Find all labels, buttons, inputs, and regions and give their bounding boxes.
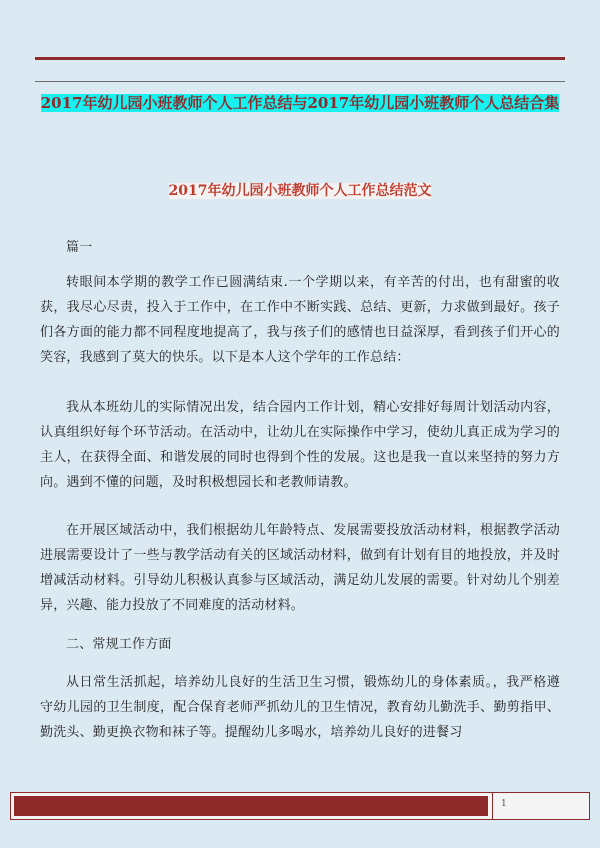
paragraph-area-activities: 在开展区域活动中，我们根据幼儿年龄特点、发展需要投放活动材料，根据教学活动进展需要设计了一些与教学活动有关的区域活动材料，做到有计划有目的地投放，并及时增减活动材料。引导幼儿积极认真参与区域活动，满足幼儿发展的需要。针对幼儿个别差异，兴趣、能力投放了不同难度的活动材料。 [40,523,560,613]
page-number: 1 [501,799,507,809]
page-footer [10,792,590,820]
paragraph-routine-work: 从日常生活抓起，培养幼儿良好的生活卫生习惯，锻炼幼儿的身体素质。，我严格遵守幼儿园的卫生制度，配合保育老师严抓幼儿的卫生情况，教育幼儿勤洗手、勤剪指甲、勤洗头、勤更换衣物和袜子等。提醒幼儿多喝水，培养幼儿良好的进餐习 [40,675,560,740]
header-rule-thin [35,81,565,82]
footer-bar [14,796,488,816]
footer-divider [492,793,493,819]
paragraph-intro: 转眼间本学期的教学工作已圆满结束.一个学期以来，有辛苦的付出，也有甜蜜的收获，我尽心尽责，投入于工作中，在工作中不断实践、总结、更新，力求做到最好。孩子们各方面的能力都不同程度地提高了，我与孩子们的感情也日益深厚，看到孩子们开心的笑容，我感到了莫大的快乐。以下是本人这个学年的工作总结： [40,275,560,365]
paragraph-section-heading: 二、常规工作方面 [66,637,172,652]
document-subtitle: 2017年幼儿园小班教师个人工作总结范文 [168,183,432,199]
paragraph-planning: 我从本班幼儿的实际情况出发，结合园内工作计划，精心安排好每周计划活动内容，认真组织好每个环节活动。在活动中，让幼儿在实际操作中学习，使幼儿真正成为学习的主人，在获得全面、和谐发展的同时也得到个性的发展。这也是我一直以来坚持的努力方向。遇到不懂的问题，及时积极想园长和老教师请教。 [40,400,560,490]
header-rule-thick [35,57,565,60]
paragraph-section-label: 篇一 [66,240,93,255]
document-title: 2017年幼儿园小班教师个人工作总结与2017年幼儿园小班教师个人总结合集 [40,94,560,112]
